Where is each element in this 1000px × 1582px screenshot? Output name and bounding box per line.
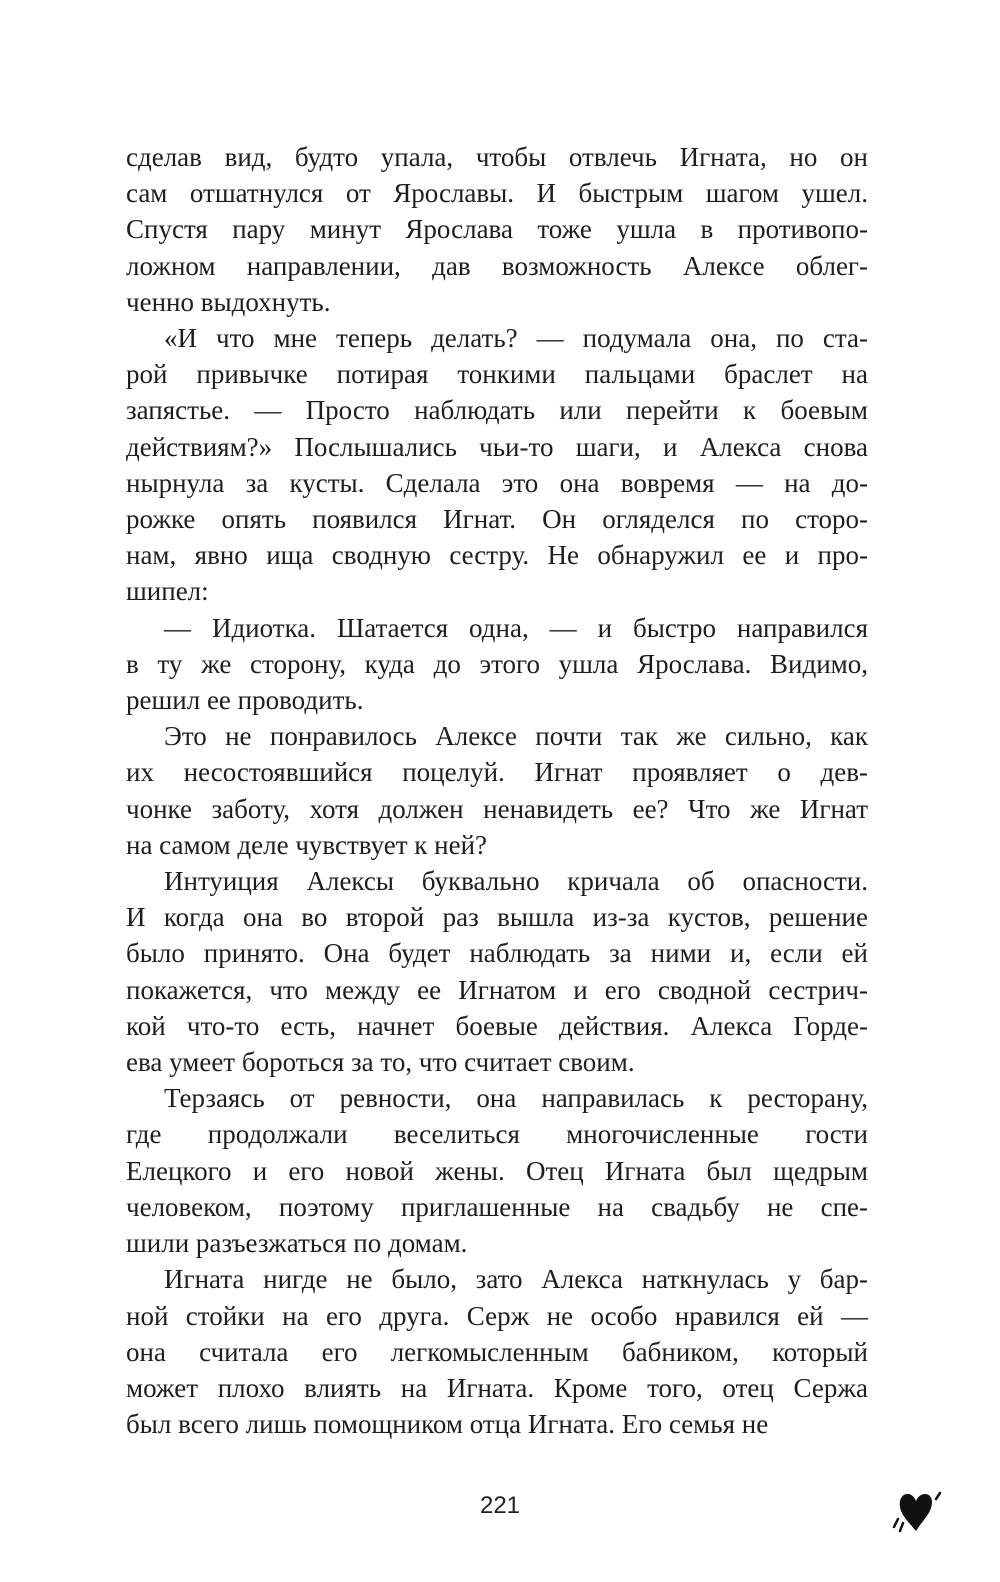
- text-line: действиям?» Послышались чьи-то шаги, и Алекса снова: [126, 431, 868, 462]
- text-line: «И что мне теперь делать? — подумала она, по ста-: [164, 323, 868, 354]
- text-line: человеком, поэтому приглашенные на свадьбу не спе-: [126, 1191, 868, 1222]
- paragraph: [126, 139, 868, 320]
- text-line: запястье. — Просто наблюдать или перейти к боевым: [126, 395, 868, 426]
- paragraph: [126, 718, 868, 863]
- heart-doodle-icon: [880, 1475, 950, 1545]
- text-line: ченно выдохнуть.: [126, 286, 331, 317]
- text-line: кой что-то есть, начнет боевые действия. Алекса Горде-: [126, 1010, 868, 1041]
- text-line: ложном направлении, дав возможность Алексе облег-: [126, 250, 868, 281]
- text-line: И когда она во второй раз вышла из-за кустов, решение: [126, 902, 868, 933]
- text-line: их несостоявшийся поцелуй. Игнат проявляет о дев-: [126, 757, 868, 788]
- text-line: рой привычке потирая тонкими пальцами браслет на: [126, 359, 868, 390]
- text-line: рожке опять появился Игнат. Он огляделся по сторо-: [126, 504, 868, 535]
- text-line: она считала его легкомысленным бабником, который: [126, 1336, 868, 1367]
- text-line: покажется, что между ее Игнатом и его сводной сестрич-: [126, 974, 868, 1005]
- text-line: Елецкого и его новой жены. Отец Игната был щедрым: [126, 1155, 868, 1186]
- text-line: на самом деле чувствует к ней?: [126, 829, 488, 860]
- paragraph: [126, 1261, 868, 1442]
- paragraph: [126, 610, 868, 719]
- text-line: чонке заботу, хотя должен ненавидеть ее? Что же Игнат: [126, 793, 868, 824]
- text-line: нырнула за кусты. Сделала это она вовремя — на до-: [126, 467, 868, 498]
- text-line: — Идиотка. Шатается одна, — и быстро направился: [164, 612, 868, 643]
- page-body: [126, 139, 868, 1442]
- text-line: ева умеет бороться за то, что считает своим.: [126, 1047, 635, 1078]
- paragraph: [126, 1080, 868, 1261]
- text-line: решил ее проводить.: [126, 685, 364, 716]
- text-line: Интуиция Алексы буквально кричала об опасности.: [164, 866, 868, 897]
- text-line: Игната нигде не было, зато Алекса наткнулась у бар-: [164, 1264, 868, 1295]
- text-line: шили разъезжаться по домам.: [126, 1228, 468, 1259]
- text-line: нам, явно ища сводную сестру. Не обнаружил ее и про-: [126, 540, 868, 571]
- text-line: Терзаясь от ревности, она направилась к ресторану,: [164, 1083, 868, 1114]
- text-line: Это не понравилось Алексе почти так же сильно, как: [164, 721, 868, 752]
- page-number: 221: [479, 1492, 521, 1519]
- text-line: сам отшатнулся от Ярославы. И быстрым шагом ушел.: [126, 178, 868, 209]
- text-line: в ту же сторону, куда до этого ушла Ярослава. Видимо,: [126, 648, 868, 679]
- text-line: сделав вид, будто упала, чтобы отвлечь Игната, но он: [126, 142, 868, 172]
- text-line: был всего лишь помощником отца Игната. Его семья не: [126, 1409, 769, 1440]
- text-line: было принято. Она будет наблюдать за ними и, если ей: [126, 938, 868, 969]
- text-line: где продолжали веселиться многочисленные гости: [126, 1119, 868, 1150]
- text-line: Спустя пару минут Ярослава тоже ушла в противопо-: [126, 214, 868, 245]
- text-line: ной стойки на его друга. Серж не особо нравился ей —: [126, 1300, 868, 1331]
- paragraph: [126, 320, 868, 610]
- paragraph: [126, 863, 868, 1080]
- text-line: может плохо влиять на Игната. Кроме того, отец Сержа: [126, 1372, 868, 1403]
- text-line: шипел:: [126, 576, 209, 607]
